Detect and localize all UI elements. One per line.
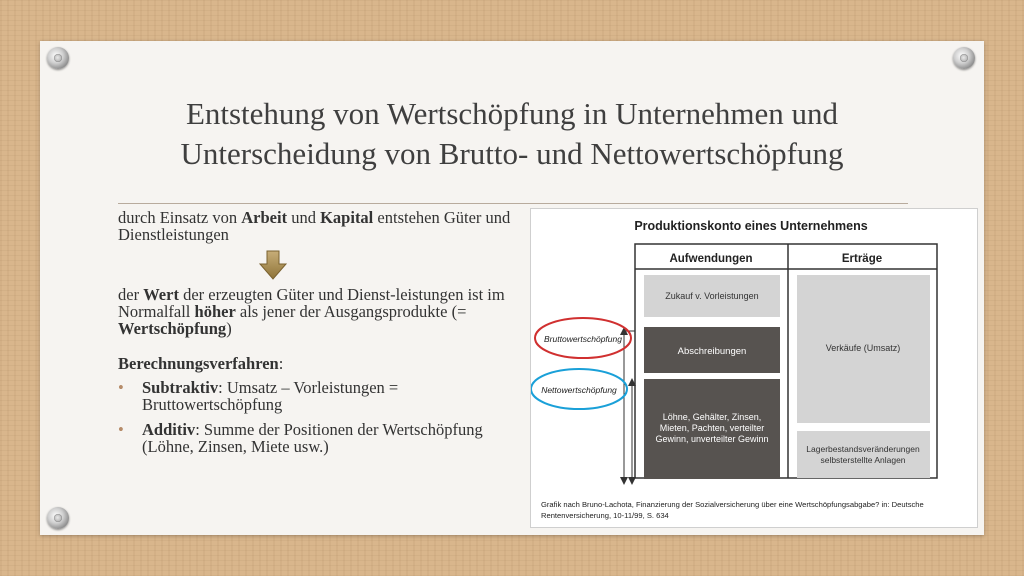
label-bruttowertschoepfung: Bruttowertschöpfung xyxy=(544,334,622,344)
pushpin-icon xyxy=(953,47,975,69)
diagram-title: Produktionskonto eines Unternehmens xyxy=(634,219,868,233)
arrow-down-icon xyxy=(628,477,636,485)
slide-card xyxy=(40,41,984,535)
header-ertraege: Erträge xyxy=(841,253,883,265)
text-run: der erzeugten Güter und Dienst-leistungen ist im Normalfall xyxy=(118,285,505,321)
arrow-down-icon xyxy=(620,477,628,485)
keyword-arbeit: Arbeit xyxy=(241,208,288,227)
keyword-subtraktiv: Subtraktiv xyxy=(142,378,219,397)
label-vorleistungen: Zukauf v. Vorleistungen xyxy=(665,291,759,301)
text-run: : Summe der Positionen der Wertschöpfung (Löhne, Zinsen, Miete usw.) xyxy=(142,420,483,456)
bullet-icon: • xyxy=(118,420,124,439)
source-line-2: Rentenversicherung, 10-11/99, S. 634 xyxy=(541,511,669,520)
slide-title xyxy=(100,94,924,174)
text-run: : Umsatz – Vorleistungen = Bruttowertschöpfung xyxy=(142,378,399,414)
source-line-1: Grafik nach Bruno-Lachota, Finanzierung der Sozialversicherung über eine Wertschöpfungsabgabe? in: Deutsche xyxy=(541,500,924,509)
text-run: ) xyxy=(226,319,232,338)
body-text xyxy=(118,209,518,463)
title-divider xyxy=(118,203,908,204)
text-run: und xyxy=(287,208,321,227)
label-loehne-1: Löhne, Gehälter, Zinsen, xyxy=(662,412,762,422)
pushpin-icon xyxy=(47,47,69,69)
heading-colon: : xyxy=(278,354,284,373)
label-abschreibungen: Abschreibungen xyxy=(677,346,747,357)
list-item-additiv xyxy=(118,421,518,455)
produktionskonto-diagram xyxy=(530,208,978,528)
label-loehne-3: Gewinn, unverteilter Gewinn xyxy=(655,434,769,444)
pushpin-icon xyxy=(47,507,69,529)
heading-berechnungsverfahren xyxy=(118,355,518,372)
text-run: als jener der Ausgangsprodukte (= xyxy=(235,302,467,321)
header-aufwendungen: Aufwendungen xyxy=(669,253,753,265)
title-line-1: Entstehung von Wertschöpfung in Unternehmen und xyxy=(185,96,839,131)
method-list xyxy=(118,379,518,455)
heading-text: Berechnungsverfahren xyxy=(118,354,279,373)
label-nettowertschoepfung: Nettowertschöpfung xyxy=(541,385,617,395)
text-run: der xyxy=(118,285,144,304)
list-item-subtraktiv xyxy=(118,379,518,413)
down-arrow-icon xyxy=(258,250,288,280)
keyword-additiv: Additiv xyxy=(142,420,196,439)
label-lager-2: selbsterstellte Anlagen xyxy=(820,455,906,465)
label-verkaeufe: Verkäufe (Umsatz) xyxy=(825,343,901,353)
keyword-hoeher: höher xyxy=(194,302,236,321)
keyword-wert: Wert xyxy=(143,285,179,304)
label-lager-1: Lagerbestandsveränderungen xyxy=(806,444,920,454)
keyword-kapital: Kapital xyxy=(320,208,374,227)
bullet-icon: • xyxy=(118,378,124,397)
paragraph-wert xyxy=(118,286,518,337)
paragraph-einsatz xyxy=(118,209,518,243)
keyword-wertschoepfung: Wertschöpfung xyxy=(118,319,227,338)
title-line-2: Unterscheidung von Brutto- und Nettowertschöpfung xyxy=(180,136,844,171)
text-run: entstehen Güter und Dienstleistungen xyxy=(118,208,511,244)
label-loehne-2: Mieten, Pachten, verteilter xyxy=(659,423,765,433)
text-run: durch Einsatz von xyxy=(118,208,242,227)
